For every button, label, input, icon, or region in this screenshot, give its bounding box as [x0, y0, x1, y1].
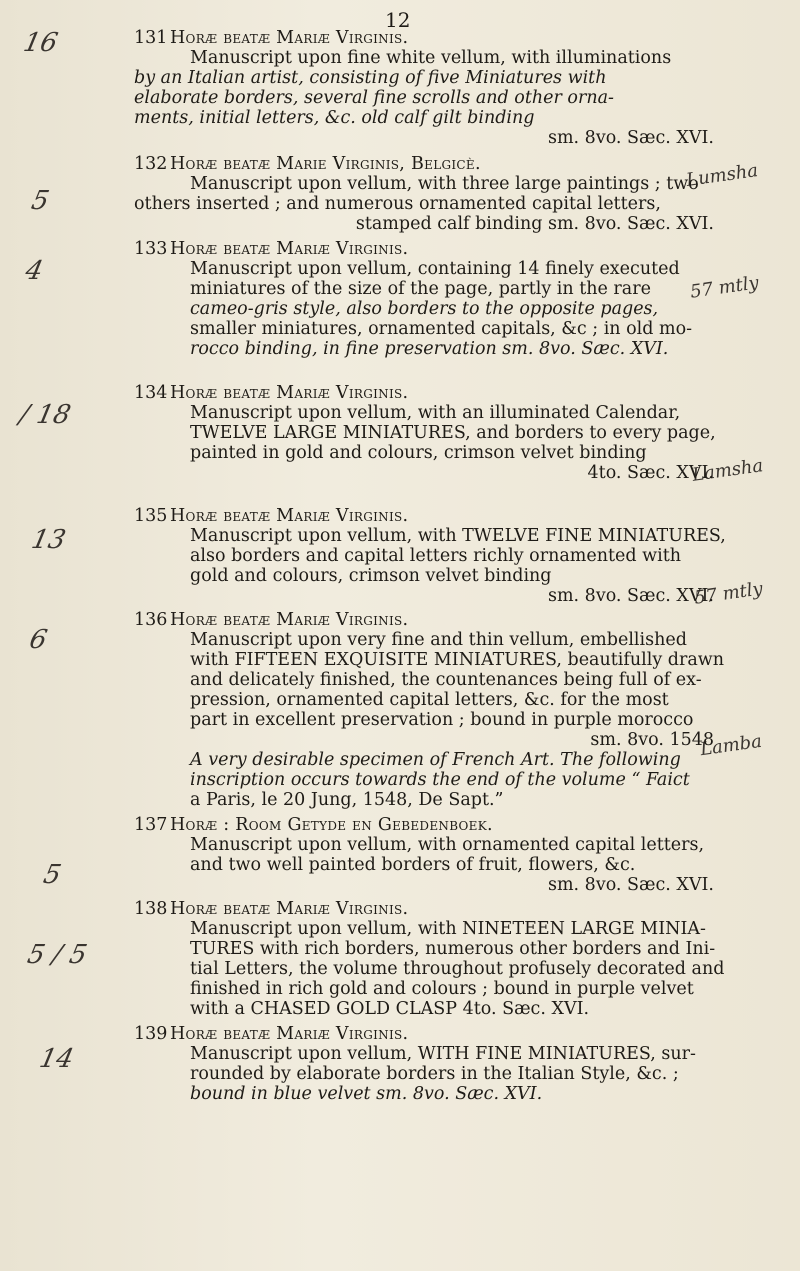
entry-line: Manuscript upon vellum, with an illuminated Calendar,: [190, 403, 681, 423]
entry-line: smaller miniatures, ornamented capitals, &c ; in old mo-: [190, 319, 693, 339]
catalogue-entry: [134, 154, 784, 234]
entry-line: Manuscript upon vellum, with three large paintings ; two: [190, 174, 699, 194]
entry-number: 133: [134, 239, 168, 259]
margin-note: 13: [28, 525, 69, 555]
entry-line: rocco binding, in fine preservation sm. 8vo. Sæc. XVI.: [190, 339, 669, 359]
entry-line: Manuscript upon fine white vellum, with illuminations: [190, 48, 672, 68]
entry-line: part in excellent preservation ; bound in purple morocco: [190, 710, 694, 730]
entry-title: Horæ beatæ Mariæ Virginis.: [170, 239, 409, 259]
entry-number: 137: [134, 815, 168, 835]
entry-line: bound in blue velvet sm. 8vo. Sæc. XVI.: [190, 1084, 543, 1104]
entry-number: 134: [134, 383, 168, 403]
margin-note: 5: [28, 186, 52, 216]
entry-line: tial Letters, the volume throughout profusely decorated and: [190, 959, 725, 979]
entry-number: 136: [134, 610, 168, 630]
catalogue-entry: [134, 239, 784, 359]
entry-format: sm. 8vo. Sæc. XVI.: [547, 128, 714, 148]
handwritten-mark: 57 mtly: [688, 272, 760, 303]
entry-title: Horæ beatæ Mariæ Virginis.: [170, 1024, 409, 1044]
handwritten-mark: Lamsha: [690, 455, 765, 486]
entry-line: pression, ornamented capital letters, &c. for the most: [190, 690, 669, 710]
margin-note: / 18: [16, 400, 74, 430]
handwritten-mark: 57 mtly: [692, 578, 764, 609]
entry-line: TWELVE LARGE MINIATURES, and borders to every page,: [190, 423, 716, 443]
entry-line: ments, initial letters, &c. old calf gilt binding: [134, 108, 535, 128]
catalogue-entry: [134, 1024, 784, 1104]
entry-number: 138: [134, 899, 168, 919]
entry-number: 132: [134, 154, 168, 174]
margin-note: 5 / 5: [24, 940, 90, 970]
entry-title: Horæ beatæ Mariæ Virginis.: [170, 383, 409, 403]
entry-note: a Paris, le 20 Jung, 1548, De Sapt.”: [190, 790, 504, 810]
entry-line: Manuscript upon vellum, with NINETEEN LARGE MINIA-: [190, 919, 706, 939]
margin-note: 5: [40, 860, 64, 890]
catalogue-entry: [134, 899, 784, 1019]
entry-line: Manuscript upon vellum, with TWELVE FINE MINIATURES,: [190, 526, 726, 546]
entry-line: miniatures of the size of the page, partly in the rare: [190, 279, 651, 299]
entry-line: and delicately finished, the countenances being full of ex-: [190, 670, 702, 690]
entry-title: Horæ beatæ Mariæ Virginis.: [170, 506, 409, 526]
margin-note: 16: [20, 28, 61, 58]
page-number: 12: [385, 8, 411, 32]
entry-line: by an Italian artist, consisting of five Miniatures with: [134, 68, 607, 88]
entry-format: sm. 8vo. Sæc. XVI.: [547, 586, 714, 606]
entry-line: elaborate borders, several fine scrolls and other orna-: [134, 88, 614, 108]
catalogue-entry: [134, 506, 784, 609]
catalogue-entry: [134, 610, 784, 810]
handwritten-mark: Lumsha: [684, 160, 760, 191]
margin-note: 14: [36, 1044, 77, 1074]
entry-format: sm. 8vo. Sæc. XVI.: [547, 875, 714, 895]
entry-line: Manuscript upon vellum, containing 14 finely executed: [190, 259, 680, 279]
entry-title: Horæ beatæ Mariæ Virginis.: [170, 899, 409, 919]
catalogue-entry: [134, 28, 784, 148]
entry-line: and two well painted borders of fruit, flowers, &c.: [190, 855, 636, 875]
entry-title: Horæ : Room Getyde en Gebedenboek.: [170, 815, 493, 835]
entry-title: Horæ beatæ Mariæ Virginis.: [170, 610, 409, 630]
entry-line: finished in rich gold and colours ; bound in purple velvet: [190, 979, 694, 999]
catalogue-entry: [134, 383, 784, 483]
entry-format: stamped calf binding sm. 8vo. Sæc. XVI.: [355, 214, 714, 234]
entry-format: sm. 8vo. 1548: [590, 730, 714, 750]
entry-line: gold and colours, crimson velvet binding: [190, 566, 552, 586]
entry-line: also borders and capital letters richly ornamented with: [190, 546, 682, 566]
entry-number: 139: [134, 1024, 168, 1044]
entry-line: Manuscript upon very fine and thin vellum, embellished: [190, 630, 687, 650]
margin-annotations: [0, 0, 120, 1271]
entry-note: A very desirable specimen of French Art. The following: [190, 750, 681, 770]
entry-line: Manuscript upon vellum, WITH FINE MINIATURES, sur-: [190, 1044, 696, 1064]
entry-title: Horæ beatæ Marie Virginis, Belgicè.: [170, 154, 481, 174]
entry-line: painted in gold and colours, crimson velvet binding: [190, 443, 647, 463]
entry-line: Manuscript upon vellum, with ornamented capital letters,: [190, 835, 705, 855]
handwritten-mark: Lamba: [698, 730, 764, 761]
catalogue-entry: [134, 815, 784, 895]
entry-number: 131: [134, 28, 168, 48]
entry-line: with a CHASED GOLD CLASP 4to. Sæc. XVI.: [190, 999, 590, 1019]
entry-line: rounded by elaborate borders in the Italian Style, &c. ;: [190, 1064, 679, 1084]
entry-line: cameo-gris style, also borders to the opposite pages,: [190, 299, 659, 319]
entry-line: TURES with rich borders, numerous other borders and Ini-: [190, 939, 716, 959]
entry-title: Horæ beatæ Mariæ Virginis.: [170, 28, 409, 48]
entry-note: inscription occurs towards the end of the volume “ Faict: [190, 770, 690, 790]
entry-number: 135: [134, 506, 168, 526]
margin-note: 6: [26, 625, 50, 655]
entry-line: others inserted ; and numerous ornamented capital letters,: [134, 194, 661, 214]
margin-note: 4: [22, 256, 46, 286]
entry-format: 4to. Sæc. XVI.: [587, 463, 714, 483]
entry-line: with FIFTEEN EXQUISITE MINIATURES, beautifully drawn: [190, 650, 725, 670]
